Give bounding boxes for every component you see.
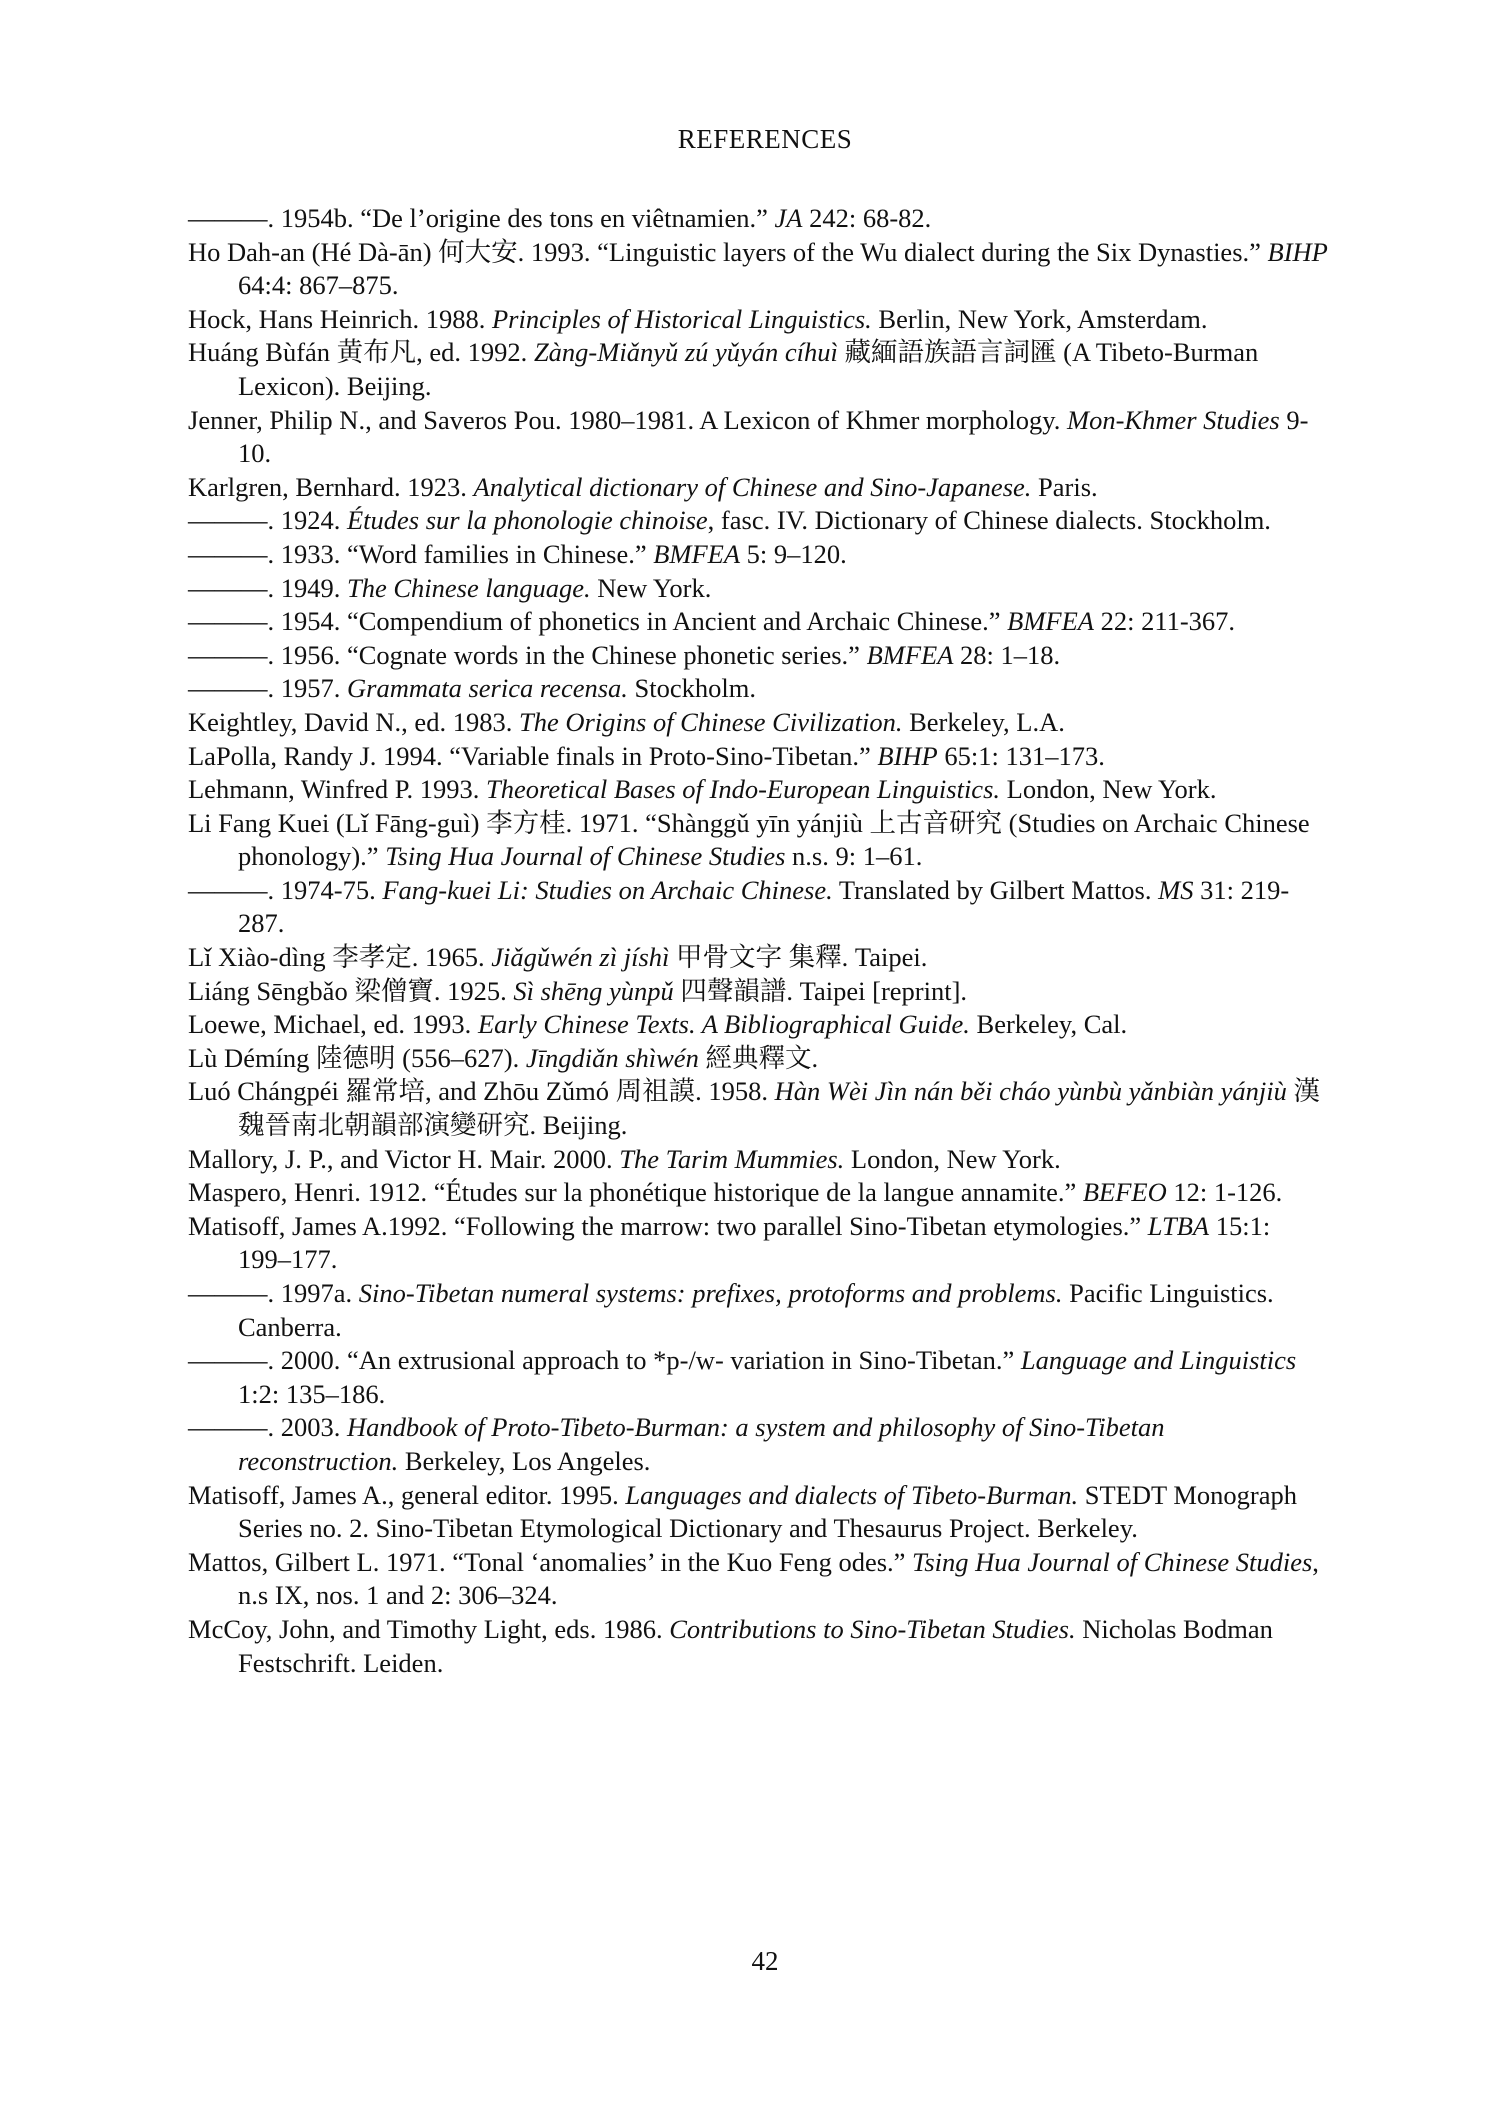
reference-text: 5: 9–120. bbox=[740, 538, 847, 569]
reference-text: Ho Dah-an (Hé Dà-ān) 何大安. 1993. “Linguistic layers of the Wu dialect during the Six Dynasties.” bbox=[188, 236, 1268, 267]
reference-title-italic: Hàn Wèi Jìn nán běi cháo yùnbù yǎnbiàn yánjiù bbox=[774, 1076, 1287, 1107]
reference-text: Berlin, New York, Amsterdam. bbox=[871, 303, 1208, 334]
reference-title-italic: BIHP bbox=[1267, 236, 1328, 267]
reference-title-italic: Sino-Tibetan numeral systems: prefixes, protoforms and problems. bbox=[358, 1278, 1063, 1308]
reference-text: Maspero, Henri. 1912. “Études sur la phonétique historique de la langue annamite.” bbox=[188, 1177, 1083, 1208]
reference-title-italic: Études sur la phonologie chinoise bbox=[347, 505, 708, 536]
reference-title-italic: BEFEO bbox=[1082, 1177, 1167, 1208]
reference-text: Nicholas Bodman Festschrift. Leiden. bbox=[238, 1613, 1273, 1678]
reference-text: London, New York. bbox=[844, 1143, 1061, 1174]
reference-text: Li Fang Kuei (Lǐ Fāng-guì) 李方桂. 1971. “Shànggǔ yīn yánjiù 上古音研究 (Studies on Archaic Chinese phonology).” bbox=[188, 807, 1310, 872]
reference-text: Keightley, David N., ed. 1983. bbox=[188, 706, 519, 737]
reference-entry bbox=[188, 1479, 1328, 1546]
reference-title-italic: Fang-kuei Li: Studies on Archaic Chinese. bbox=[382, 874, 833, 905]
reference-text: 22: 211-367. bbox=[1093, 606, 1236, 637]
reference-entry bbox=[188, 1613, 1328, 1680]
reference-text: , fasc. IV. Dictionary of Chinese dialects. Stockholm. bbox=[707, 505, 1271, 536]
reference-text: ———. 1949. bbox=[188, 572, 347, 603]
reference-text: ———. 1956. “Cognate words in the Chinese phonetic series.” bbox=[188, 639, 867, 670]
reference-text: 漢魏晉南北朝韻部演變研究. Beijing. bbox=[238, 1076, 1320, 1141]
reference-title-italic: Jiǎgǔwén zì jíshì bbox=[491, 942, 670, 973]
reference-entry bbox=[188, 404, 1328, 471]
reference-text: Jenner, Philip N., and Saveros Pou. 1980–1981. A Lexicon of Khmer morphology. bbox=[188, 404, 1067, 435]
reference-text: Lǐ Xiào-dìng 李孝定. 1965. bbox=[188, 942, 492, 973]
reference-text: Berkeley, L.A. bbox=[902, 706, 1065, 737]
reference-title-italic: Principles of Historical Linguistics. bbox=[491, 303, 872, 334]
reference-list bbox=[188, 202, 1328, 1680]
reference-title-italic: The Chinese language. bbox=[347, 572, 591, 603]
reference-title-italic: Tsing Hua Journal of Chinese Studies bbox=[912, 1546, 1313, 1577]
reference-text: 28: 1–18. bbox=[953, 639, 1061, 670]
reference-text: 242: 68-82. bbox=[802, 203, 932, 233]
reference-title-italic: LTBA bbox=[1147, 1210, 1210, 1241]
reference-entry bbox=[188, 639, 1328, 673]
reference-text: STEDT Monograph Series no. 2. Sino-Tibetan Etymological Dictionary and Thesaurus Project. Berkeley. bbox=[238, 1479, 1297, 1544]
reference-text: 65:1: 131–173. bbox=[937, 740, 1105, 771]
reference-text: ———. 1924. bbox=[188, 505, 347, 536]
reference-entry bbox=[188, 202, 1328, 236]
reference-text: Lù Démíng 陸德明 (556–627). bbox=[188, 1042, 526, 1073]
reference-title-italic: BMFEA bbox=[653, 538, 741, 569]
reference-entry bbox=[188, 1210, 1328, 1277]
reference-title-italic: Jīngdiǎn shìwén bbox=[525, 1042, 699, 1073]
reference-text: ———. 1997a. bbox=[188, 1278, 359, 1308]
reference-text: LaPolla, Randy J. 1994. “Variable finals in Proto-Sino-Tibetan.” bbox=[188, 740, 878, 771]
reference-entry bbox=[188, 672, 1328, 706]
reference-text: Translated by Gilbert Mattos. bbox=[832, 874, 1159, 905]
reference-title-italic: Mon-Khmer Studies bbox=[1067, 404, 1280, 435]
reference-entry bbox=[188, 572, 1328, 606]
reference-title-italic: The Origins of Chinese Civilization. bbox=[518, 706, 903, 737]
reference-text: 四聲韻譜. Taipei [reprint]. bbox=[673, 975, 968, 1006]
reference-title-italic: JA bbox=[774, 203, 803, 233]
reference-entry bbox=[188, 1344, 1328, 1411]
reference-text: ———. 1954. “Compendium of phonetics in Ancient and Archaic Chinese.” bbox=[188, 606, 1008, 637]
reference-text: McCoy, John, and Timothy Light, eds. 1986. bbox=[188, 1613, 670, 1644]
reference-title-italic: MS bbox=[1158, 874, 1194, 905]
reference-text: Stockholm. bbox=[627, 673, 756, 704]
reference-text: Pacific Linguistics. Canberra. bbox=[238, 1278, 1274, 1342]
reference-text: ———. 1974-75. bbox=[188, 874, 383, 905]
reference-title-italic: Contributions to Sino-Tibetan Studies. bbox=[669, 1613, 1076, 1644]
reference-entry bbox=[188, 236, 1328, 303]
reference-text: 經典釋文. bbox=[698, 1042, 819, 1073]
reference-text: ———. 1954b. “De l’origine des tons en viêtnamien.” bbox=[188, 203, 775, 233]
reference-text: Matisoff, James A., general editor. 1995. bbox=[188, 1479, 626, 1510]
reference-text: Hock, Hans Heinrich. 1988. bbox=[188, 303, 492, 334]
reference-title-italic: BIHP bbox=[877, 740, 938, 771]
reference-entry bbox=[188, 1042, 1328, 1076]
reference-entry bbox=[188, 336, 1328, 403]
reference-entry bbox=[188, 1277, 1328, 1344]
reference-entry bbox=[188, 706, 1328, 740]
reference-title-italic: Tsing Hua Journal of Chinese Studies bbox=[385, 841, 786, 872]
reference-text: Liáng Sēngbǎo 梁僧寶. 1925. bbox=[188, 975, 514, 1006]
reference-text: 藏緬語族語言詞匯 (A Tibeto-Burman Lexicon). Beijing. bbox=[238, 337, 1259, 401]
reference-entry bbox=[188, 1008, 1328, 1042]
reference-text: Berkeley, Los Angeles. bbox=[398, 1445, 651, 1476]
reference-entry bbox=[188, 1411, 1328, 1478]
reference-text: Lehmann, Winfred P. 1993. bbox=[188, 774, 486, 805]
reference-title-italic: Zàng-Miǎnyǔ zú yǔyán cíhuì bbox=[533, 337, 838, 368]
reference-text: Mallory, J. P., and Victor H. Mair. 2000. bbox=[188, 1143, 620, 1174]
reference-text: Mattos, Gilbert L. 1971. “Tonal ‘anomalies’ in the Kuo Feng odes.” bbox=[188, 1546, 913, 1577]
reference-text: 15:1: 199–177. bbox=[238, 1210, 1271, 1275]
reference-text: ———. 2000. “An extrusional approach to *p-/w- variation in Sino-Tibetan.” bbox=[188, 1345, 1021, 1376]
reference-title-italic: Early Chinese Texts. A Bibliographical Guide. bbox=[477, 1009, 970, 1040]
reference-text: n.s. 9: 1–61. bbox=[785, 841, 923, 872]
reference-entry bbox=[188, 874, 1328, 941]
reference-entry bbox=[188, 941, 1328, 975]
reference-entry bbox=[188, 538, 1328, 572]
reference-title-italic: Theoretical Bases of Indo-European Linguistics. bbox=[486, 774, 1001, 805]
reference-text: Luó Chángpéi 羅常培, and Zhōu Zǔmó 周祖謨. 1958. bbox=[188, 1076, 775, 1107]
reference-text: 31: 219-287. bbox=[238, 874, 1290, 939]
reference-entry bbox=[188, 1546, 1328, 1613]
reference-entry bbox=[188, 773, 1328, 807]
reference-text: Huáng Bùfán 黄布凡, ed. 1992. bbox=[188, 337, 534, 368]
reference-entry bbox=[188, 1176, 1328, 1210]
reference-text: Karlgren, Bernhard. 1923. bbox=[188, 471, 474, 502]
reference-title-italic: Handbook of Proto-Tibeto-Burman: a system and philosophy of Sino-Tibetan reconstruction. bbox=[238, 1412, 1165, 1476]
reference-text: ———. 1957. bbox=[188, 673, 347, 704]
reference-title-italic: Analytical dictionary of Chinese and Sino-Japanese. bbox=[473, 471, 1032, 502]
reference-text: Berkeley, Cal. bbox=[969, 1009, 1128, 1040]
reference-title-italic: The Tarim Mummies. bbox=[619, 1143, 845, 1174]
reference-text: 甲骨文字 集釋. Taipei. bbox=[669, 942, 928, 973]
reference-text: 1:2: 135–186. bbox=[238, 1378, 386, 1409]
page-title: REFERENCES bbox=[677, 124, 853, 154]
reference-text: 64:4: 867–875. bbox=[238, 270, 399, 301]
reference-title-italic: Sì shēng yùnpǔ bbox=[513, 975, 674, 1006]
reference-text: , n.s IX, nos. 1 and 2: 306–324. bbox=[238, 1546, 1319, 1611]
reference-title-italic: Grammata serica recensa. bbox=[347, 673, 628, 704]
reference-text: ———. 1933. “Word families in Chinese.” bbox=[188, 538, 654, 569]
reference-text: New York. bbox=[590, 572, 712, 603]
reference-text: 9-10. bbox=[238, 404, 1309, 469]
reference-entry bbox=[188, 975, 1328, 1009]
reference-entry bbox=[188, 807, 1328, 874]
reference-text: ———. 2003. bbox=[188, 1412, 347, 1443]
reference-text: Matisoff, James A.1992. “Following the marrow: two parallel Sino-Tibetan etymologies.” bbox=[188, 1210, 1148, 1241]
reference-title-italic: Languages and dialects of Tibeto-Burman. bbox=[625, 1479, 1079, 1510]
reference-entry bbox=[188, 1075, 1328, 1142]
reference-text: 12: 1-126. bbox=[1166, 1177, 1283, 1208]
reference-title-italic: Language and Linguistics bbox=[1020, 1345, 1297, 1376]
reference-entry bbox=[188, 504, 1328, 538]
reference-title-italic: BMFEA bbox=[866, 639, 954, 670]
reference-text: Paris. bbox=[1031, 471, 1098, 502]
reference-entry bbox=[188, 471, 1328, 505]
reference-title-italic: BMFEA bbox=[1007, 606, 1094, 637]
reference-entry bbox=[188, 740, 1328, 774]
page-number: 42 bbox=[751, 1946, 779, 1976]
reference-text: Loewe, Michael, ed. 1993. bbox=[188, 1009, 478, 1040]
reference-entry bbox=[188, 605, 1328, 639]
reference-text: London, New York. bbox=[1000, 774, 1217, 805]
reference-entry bbox=[188, 1143, 1328, 1177]
reference-entry bbox=[188, 303, 1328, 337]
